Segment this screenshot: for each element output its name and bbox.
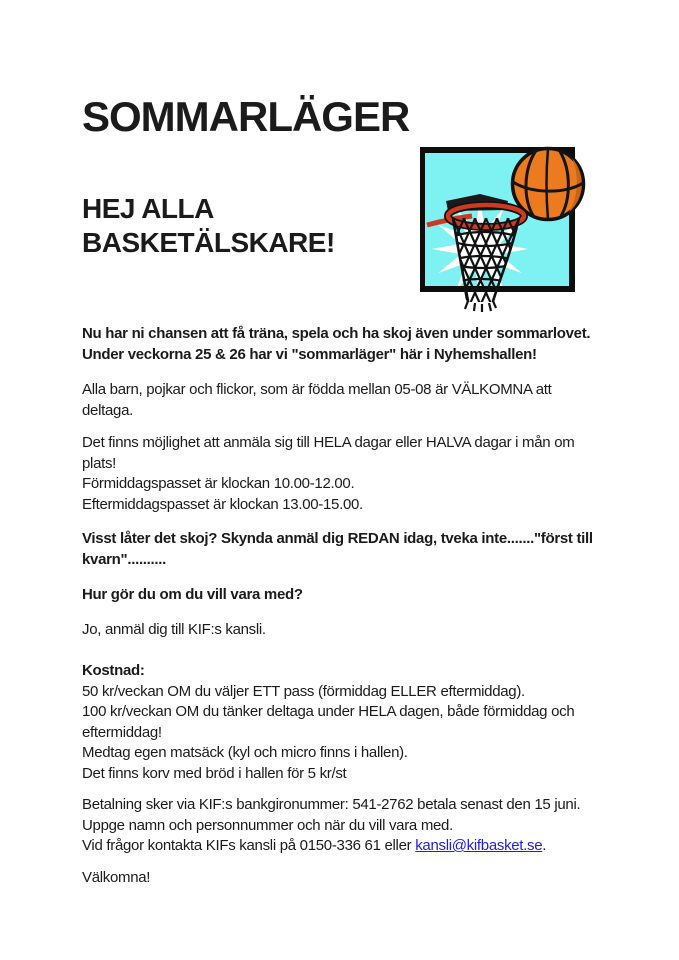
text-line: Betalning sker via KIF:s bankgironummer: 541-2762 betala senast den 15 juni. <box>82 796 581 813</box>
greeting-line-1: HEJ ALLA <box>82 193 214 224</box>
text-line: kvarn".......... <box>82 550 167 568</box>
text-line: Förmiddagspasset är klockan 10.00-12.00. <box>82 475 355 492</box>
text-line: Medtag egen matsäck (kyl och micro finns i hallen). <box>82 744 408 761</box>
text-line: Alla barn, pojkar och flickor, som är födda mellan 05-08 är VÄLKOMNA att <box>82 381 552 398</box>
page-title: SOMMARLÄGER <box>82 93 410 140</box>
greeting-heading <box>82 192 335 260</box>
email-link[interactable]: kansli@kifbasket.se <box>415 837 543 854</box>
paragraph-payment <box>82 795 580 857</box>
text-line: Eftermiddagspasset är klockan 13.00-15.00. <box>82 495 363 513</box>
paragraph-how-to-join <box>82 620 266 641</box>
text-line: 100 kr/veckan OM du tänker deltaga under HELA dagen, både förmiddag och <box>82 703 575 720</box>
paragraph-eligibility <box>82 380 551 421</box>
paragraph-cost <box>82 661 574 784</box>
paragraph-schedule <box>82 433 574 515</box>
paragraph-how-to-join-heading <box>82 585 303 606</box>
text-line: Välkomna! <box>82 869 151 886</box>
text-line: Det finns korv med bröd i hallen för 5 kr/st <box>82 764 347 782</box>
text-line: plats! <box>82 454 117 472</box>
text-line: Jo, anmäl dig till KIF:s kansli. <box>82 621 266 638</box>
text-line: eftermiddag! <box>82 723 162 741</box>
text-line: Under veckorna 25 & 26 har vi "sommarläger" här i Nyhemshallen! <box>82 345 537 363</box>
text-line: Uppge namn och personnummer och när du vill vara med. <box>82 816 453 834</box>
greeting-line-2: BASKETÄLSKARE! <box>82 227 335 258</box>
text-line: Nu har ni chansen att få träna, spela och ha skoj även under sommarlovet. <box>82 325 591 342</box>
contact-period: . <box>542 837 547 854</box>
basketball-hoop-illustration <box>420 144 605 312</box>
paragraph-welcome <box>82 868 150 889</box>
contact-text: Vid frågor kontakta KIFs kansli på 0150-336 61 eller <box>82 837 416 854</box>
paragraph-intro <box>82 324 590 365</box>
text-line: 50 kr/veckan OM du väljer ETT pass (förmiddag ELLER eftermiddag). <box>82 682 525 700</box>
cost-heading: Kostnad: <box>82 662 145 679</box>
text-line: Hur gör du om du vill vara med? <box>82 586 303 603</box>
text-line: deltaga. <box>82 401 133 419</box>
contact-line <box>82 836 580 857</box>
paragraph-hurry <box>82 529 593 570</box>
text-line: Visst låter det skoj? Skynda anmäl dig REDAN idag, tveka inte......."först till <box>82 530 593 547</box>
text-line: Det finns möjlighet att anmäla sig till HELA dagar eller HALVA dagar i mån om <box>82 434 575 451</box>
